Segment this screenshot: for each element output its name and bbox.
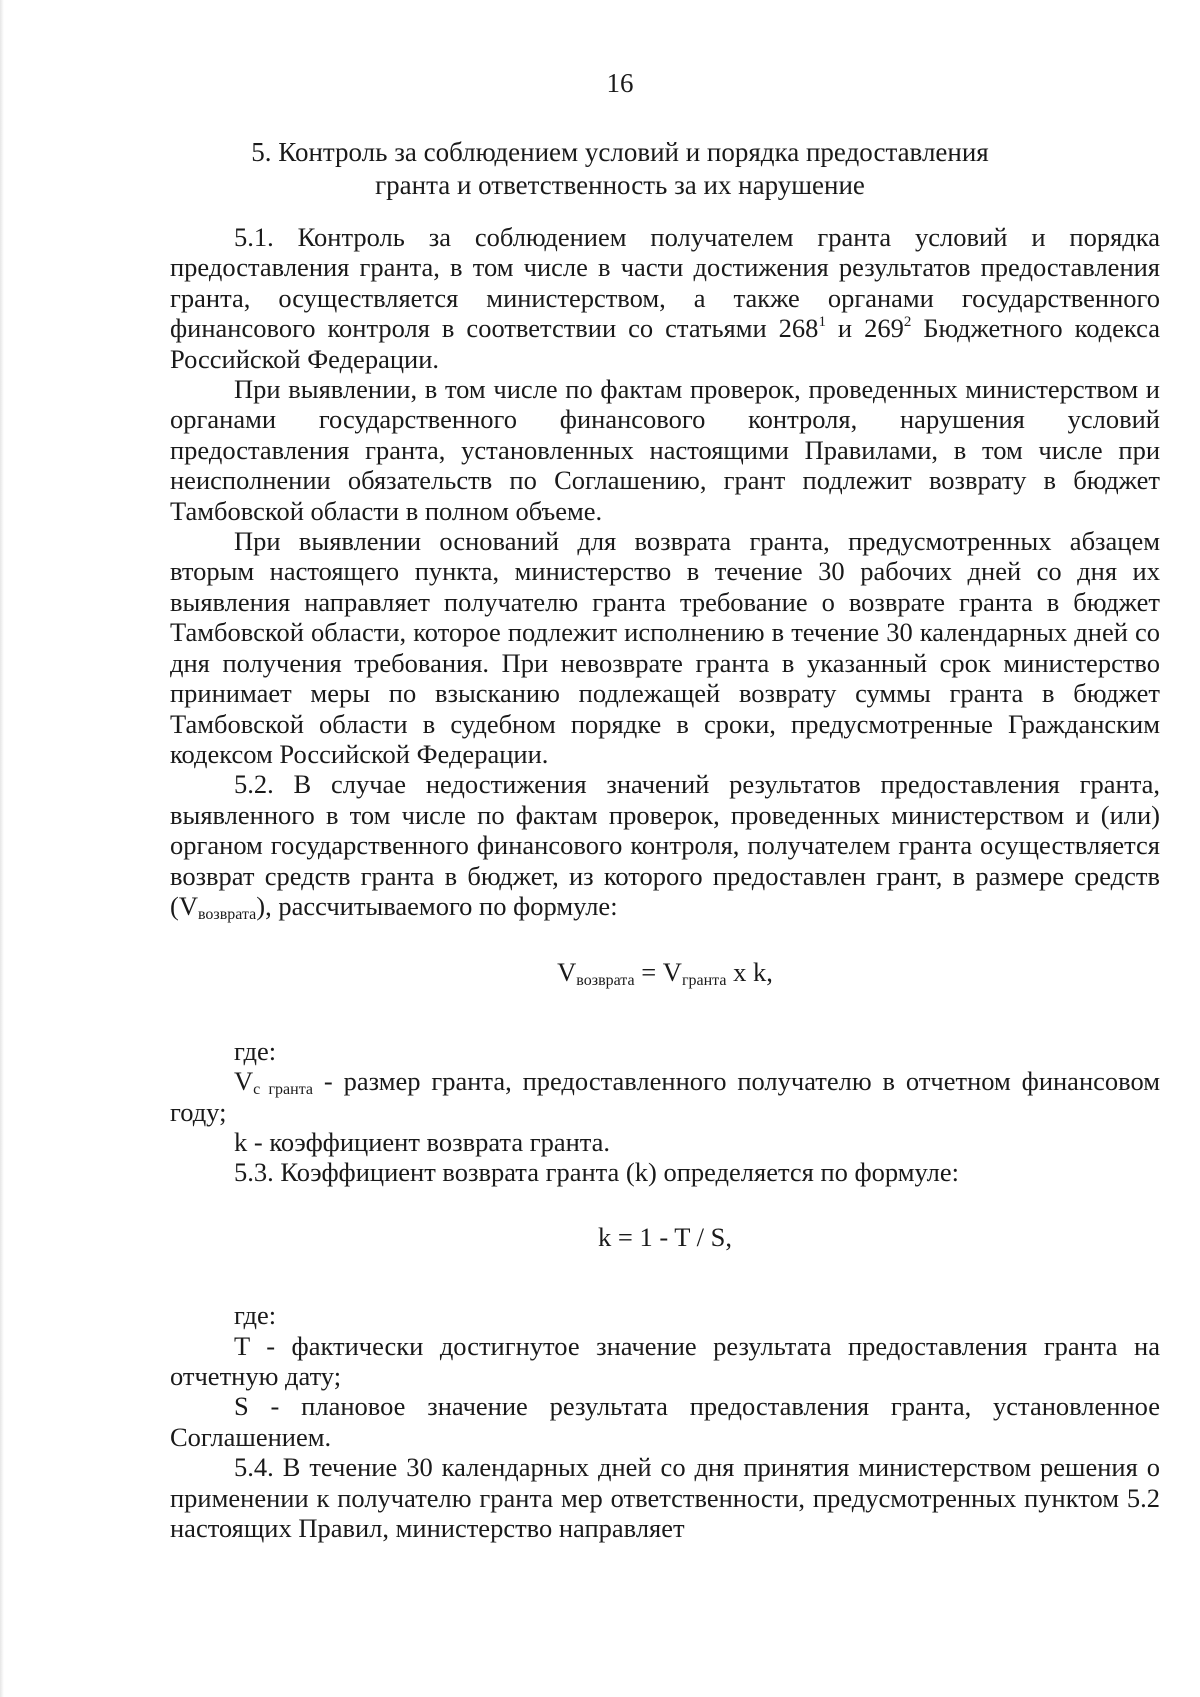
- paragraph-5-3: 5.3. Коэффициент возврата гранта (k) определяется по формуле:: [234, 1157, 959, 1188]
- section-title-line-1: 5. Контроль за соблюдением условий и порядка предоставления: [251, 137, 989, 167]
- paragraph-violations: При выявлении, в том числе по фактам проверок, проведенных министерством и органами государственного финансового контроля, нарушения условий предоставления гранта, установленных настоящими Правилами, в том числе при неисполнении обязательств по Соглашению, грант подлежит возврату в бюджет Тамбовской области в полном объеме.: [170, 374, 1160, 526]
- page-number: 16: [606, 68, 634, 98]
- definition-t: T - фактически достигнутое значение результата предоставления гранта на отчетную дату;: [170, 1330, 1160, 1391]
- footnote-marker: 1: [818, 314, 826, 331]
- page-edge-shadow: [0, 0, 4, 1697]
- paragraph-5-2: 5.2. В случае недостижения значений результатов предоставления гранта, выявленного в том числе по фактам проверок, проведенных министерством и (или) органом государственного финансового контроля, получателем гранта осуществляется возврат средств гранта в бюджет, из которого предоставлен грант, в размере средств $(V_{возврата})$, рассчитываемого по формуле:: [170, 769, 1160, 923]
- footnote-marker: 2: [903, 314, 912, 331]
- formula-return-amount: $V_{возврата} = V_{гранта}$ x k,: [557, 957, 773, 990]
- definition-k: k - коэффициент возврата гранта.: [234, 1126, 611, 1157]
- section-title-line-2: гранта и ответственность за их нарушение: [375, 170, 865, 200]
- paragraph-5-1: 5.1. Контроль за соблюдением получателем гранта условий и порядка предоставления гранта, в том числе в части достижения результатов предоставления гранта, осуществляется министерством, а также органами государственного финансового контроля в соответствии со статьями $268^1$ и $269^2$ Бюджетного кодекса Российской Федерации.: [170, 222, 1160, 374]
- section-title: [170, 136, 1070, 202]
- document-body: [170, 222, 1160, 1543]
- paragraph-5-4: 5.4. В течение 30 календарных дней со дня принятия министерством решения о применении к получателю гранта мер ответственности, предусмотренных пунктом 5.2 настоящих Правил, министерство направляет: [170, 1452, 1160, 1544]
- formula-coefficient: k = 1 - T / S,: [598, 1221, 732, 1252]
- definition-v: $V_{с гранта}$ - размер гранта, предоставленного получателю в отчетном финансовом году;: [170, 1066, 1160, 1127]
- where-label-2: где:: [234, 1300, 277, 1331]
- where-label-1: где:: [234, 1035, 277, 1066]
- paragraph-return-procedure: При выявлении оснований для возврата гранта, предусмотренных абзацем вторым настоящего пункта, министерство в течение 30 рабочих дней со дня их выявления направляет получателю гранта требование о возврате гранта в бюджет Тамбовской области, которое подлежит исполнению в течение 30 календарных дней со дня получения требования. При невозврате гранта в указанный срок министерство принимает меры по взысканию подлежащей возврату суммы гранта в бюджет Тамбовской области в судебном порядке в сроки, предусмотренные Гражданским кодексом Российской Федерации.: [170, 526, 1160, 769]
- definition-s: S - плановое значение результата предоставления гранта, установленное Соглашением.: [170, 1391, 1160, 1452]
